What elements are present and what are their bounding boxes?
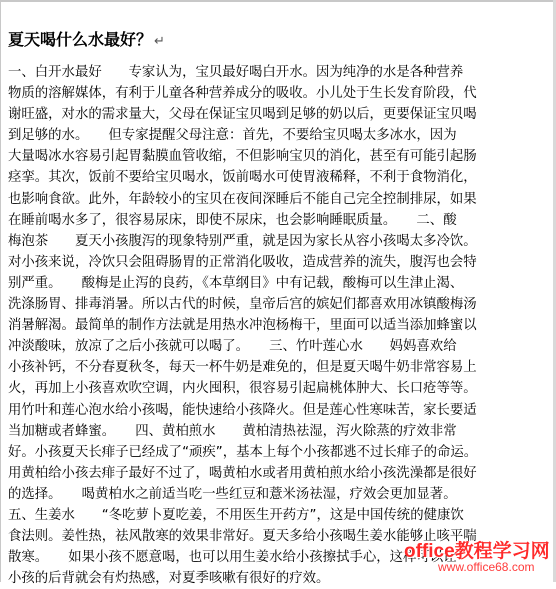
text-line: 好。小孩夏天长痱子已经成了“顽疾”，基本上每个小孩都逃不过长痱子的命运。 [8, 444, 478, 460]
text-line: 冲淡酸味，放凉了之后小孩就可以喝了。 三、竹叶莲心水 妈妈喜欢给 [8, 339, 457, 355]
text-line: 用黄柏给小孩去痱子最好不过了，喝黄柏水或者用黄柏煎水给小孩洗澡都是很好 [8, 465, 477, 481]
document-title [8, 30, 549, 50]
text-line: 对小孩来说，冷饮只会阻碍肠胃的正常消化吸收，造成营养的流失，腹泻也会特 [8, 254, 477, 270]
window-left-border [0, 0, 1, 582]
text-line: 食法则。姜性热，祛风散寒的效果非常好。夏天多给小孩喝生姜水能够止咳平喘 [8, 529, 477, 545]
text-line: 当加糖或者蜂蜜。 四、黄柏煎水 黄柏清热祛湿，泻火除蒸的疗效非常 [8, 423, 457, 439]
watermark-url: www.office68.com [438, 560, 535, 574]
text-line: 五、生姜水 “冬吃萝卜夏吃姜，不用医生开药方”，这是中国传统的健康饮 [8, 507, 464, 523]
text-line: 消暑解渴。最简单的制作方法就是用热水冲泡杨梅干，里面可以适当添加蜂蜜以 [8, 318, 477, 334]
document-title-text: 夏天喝什么水最好？ [8, 30, 153, 49]
text-line: 别严重。 酸梅是止泻的良药，《本草纲目》中有记载，酸梅可以生津止渴、 [8, 275, 464, 291]
text-line: 也影响食欲。此外，年龄较小的宝贝在夜间深睡后不能自己完全控制排尿，如果 [8, 191, 477, 207]
text-line: 在睡前喝水多了，很容易尿床，即使不尿床，也会影响睡眠质量。 二、酸 [8, 212, 457, 228]
text-line: 痉挛。其次，饭前不要给宝贝喝水，饭前喝水可使胃液稀释，不利于食物消化， [8, 170, 477, 186]
text-line: 小孩的后背就会有灼热感，对夏季咳嗽有很好的疗效。 [8, 571, 330, 587]
text-line: 用竹叶和莲心泡水给小孩喝，能快速给小孩降火。但是莲心性寒味苦，家长要适 [8, 402, 477, 418]
text-line: 谢旺盛，对水的需求量大，父母在保证宝贝喝到足够的奶以后，更要保证宝贝喝 [8, 107, 477, 123]
text-line: 小孩补钙，不分春夏秋冬，每天一杯牛奶是难免的，但是夏天喝牛奶非常容易上 [8, 360, 477, 376]
text-line: 梅泡茶 夏天小孩腹泻的现象特别严重，就是因为家长从容小孩喝太多冷饮。 [8, 233, 477, 249]
window-top-border [0, 0, 556, 2]
watermark-site-name: office教程学习网 [404, 541, 550, 562]
text-line: 的选择。 喝黄柏水之前适当吃一些红豆和薏米汤祛湿，疗效会更加显著。 [8, 486, 457, 502]
text-line: 物质的溶解媒体，有利于儿童各种营养成分的吸收。小儿处于生长发育阶段，代 [8, 86, 477, 102]
text-line: 火，再加上小孩喜欢吹空调，内火囤积，很容易引起扁桃体肿大、长口疮等等。 [8, 381, 477, 397]
text-line: 一、白开水最好 专家认为，宝贝最好喝白开水。因为纯净的水是各种营养 [8, 65, 464, 80]
text-line: 洗涤肠胃、排毒消暑。所以古代的时候，皇帝后宫的嫔妃们都喜欢用冰镇酸梅汤 [8, 297, 477, 313]
text-line: 大量喝冰水容易引起胃黏膜血管收缩，不但影响宝贝的消化，甚至有可能引起肠 [8, 149, 477, 165]
paragraph-text [8, 62, 549, 589]
text-line: 到足够的水。 但专家提醒父母注意：首先，不要给宝贝喝太多冰水，因为 [8, 128, 457, 144]
text-line: 散寒。 如果小孩不愿意喝，也可以用生姜水给小孩擦拭手心，这样可以让 [8, 550, 457, 566]
document-body [8, 30, 549, 589]
paragraph-mark-icon: ↵ [154, 34, 165, 49]
